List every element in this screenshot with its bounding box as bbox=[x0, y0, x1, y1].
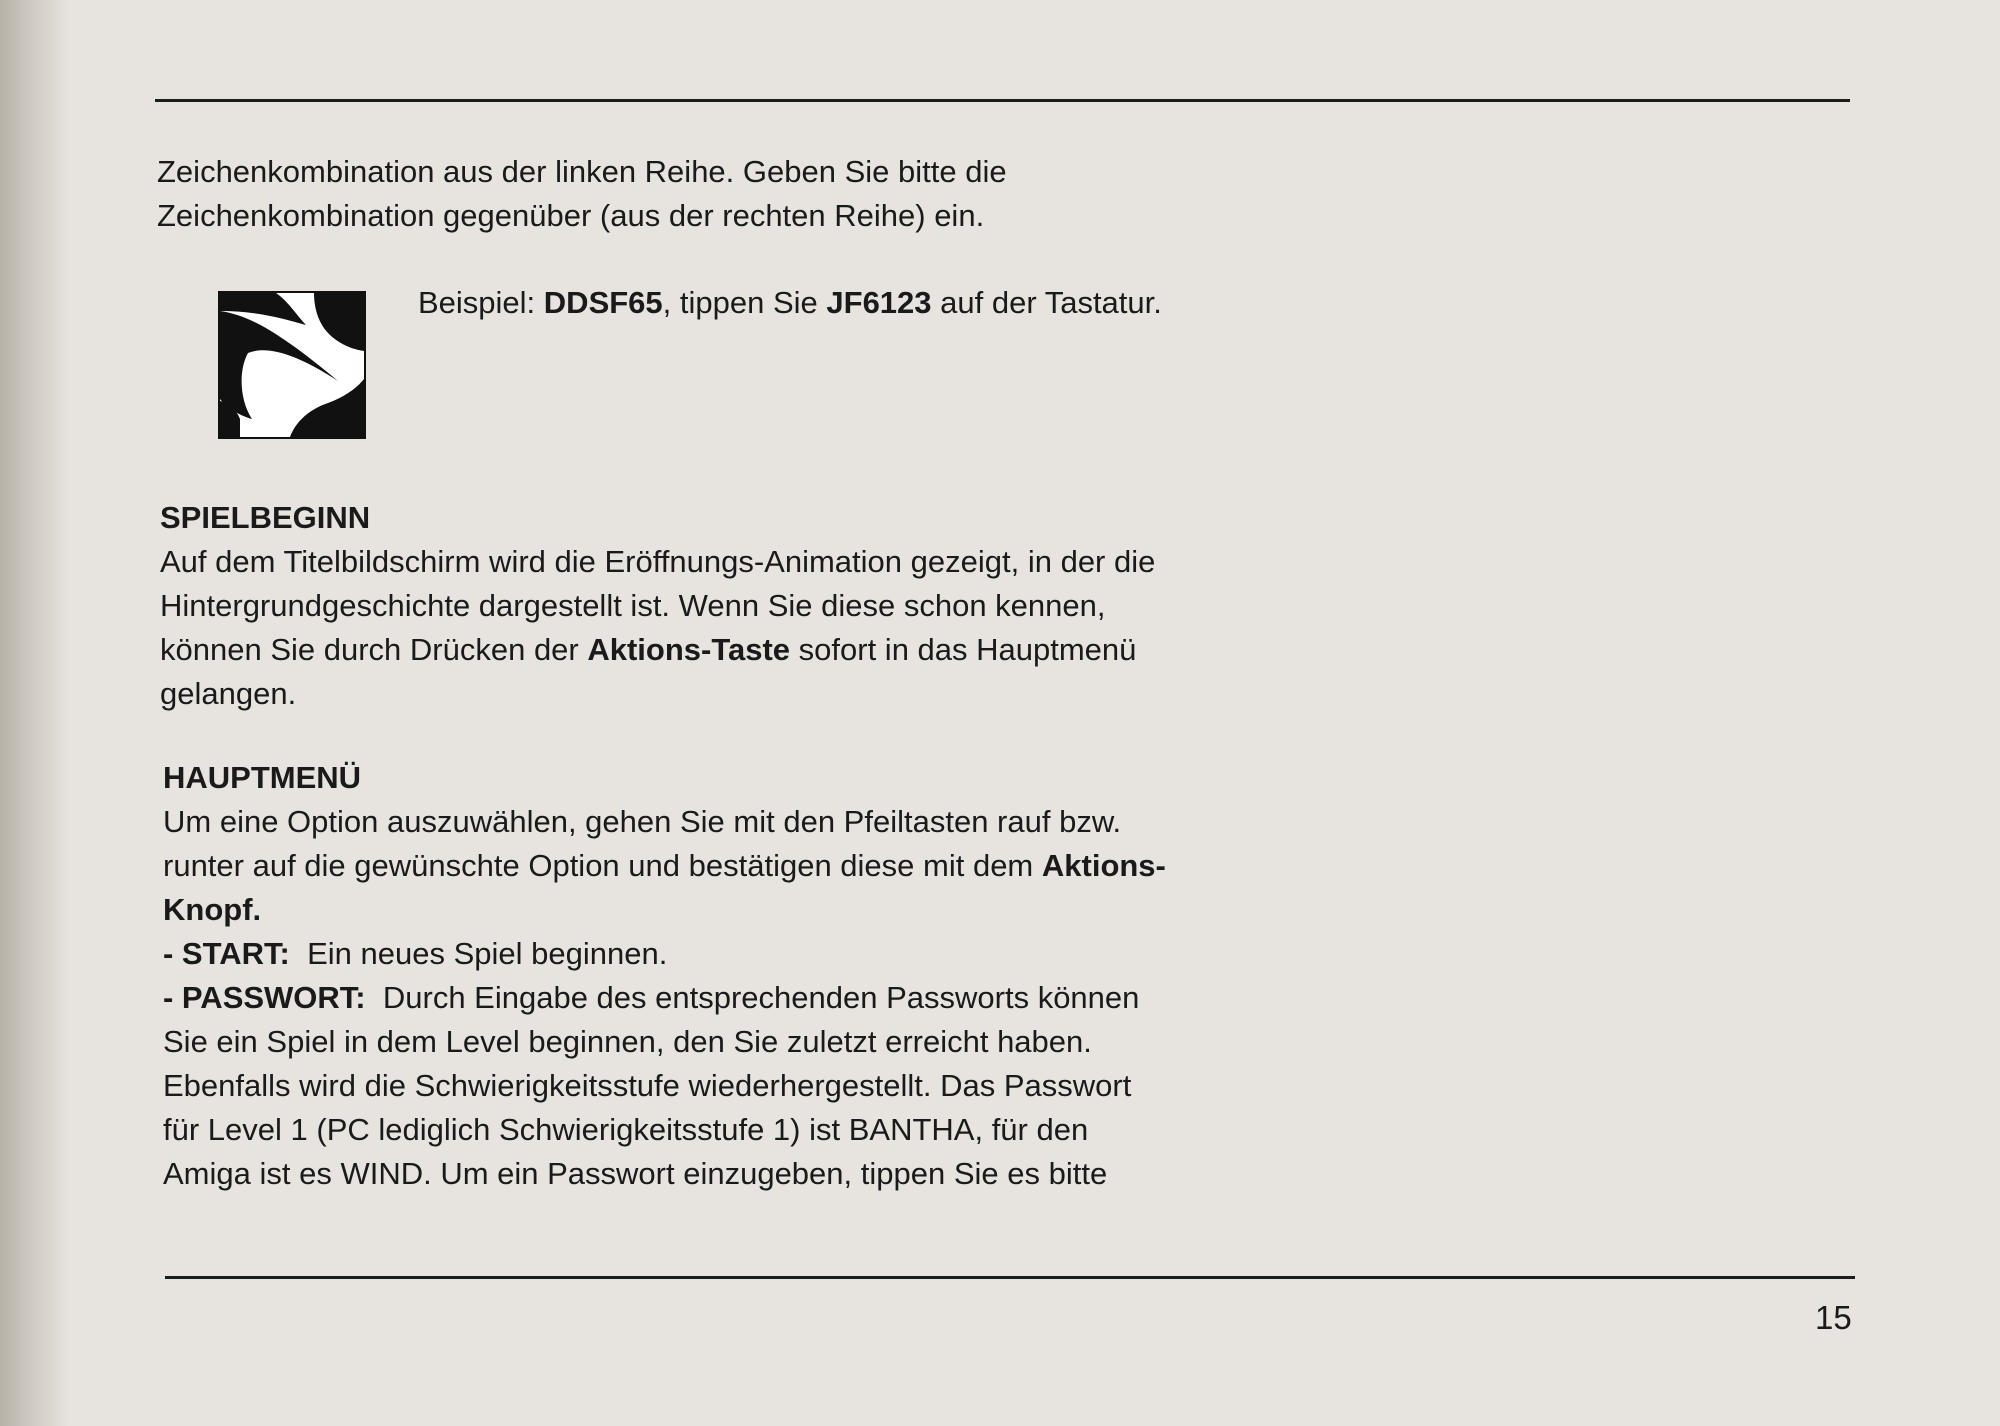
example-suffix: auf der Tastatur. bbox=[931, 285, 1162, 320]
section-hauptmenu bbox=[163, 756, 1166, 1196]
hauptmenu-line-2 bbox=[163, 844, 1166, 888]
example-line bbox=[418, 281, 1162, 325]
spielbeginn-line-4: gelangen. bbox=[160, 676, 297, 711]
example-prefix: Beispiel: bbox=[418, 285, 544, 320]
intro-line-1: Zeichenkombination aus der linken Reihe. Geben Sie bitte die bbox=[157, 154, 1007, 189]
start-description: Ein neues Spiel beginnen. bbox=[289, 936, 668, 971]
spielbeginn-line-2: Hintergrundgeschichte dargestellt ist. Wenn Sie diese schon kennen, bbox=[160, 588, 1106, 623]
start-label: - START: bbox=[163, 936, 290, 971]
aktions-taste-term: Aktions-Taste bbox=[587, 632, 791, 667]
intro-paragraph bbox=[157, 150, 1007, 238]
spielbeginn-line-3-pre: können Sie durch Drücken der bbox=[160, 632, 588, 667]
hauptmenu-line-6: Sie ein Spiel in dem Level beginnen, den Sie zuletzt erreicht haben. bbox=[163, 1024, 1092, 1059]
page-number: 15 bbox=[1815, 1299, 1852, 1336]
heading-spielbeginn: SPIELBEGINN bbox=[160, 500, 371, 535]
hauptmenu-line-1: Um eine Option auszuwählen, gehen Sie mit den Pfeiltasten rauf bzw. bbox=[163, 804, 1122, 839]
example-code-2: JF6123 bbox=[826, 285, 932, 320]
intro-line-2: Zeichenkombination gegenüber (aus der rechten Reihe) ein. bbox=[157, 198, 985, 233]
aktions-knopf-term-1: Aktions- bbox=[1041, 848, 1166, 883]
top-rule bbox=[155, 99, 1850, 102]
example-middle: , tippen Sie bbox=[662, 285, 827, 320]
hauptmenu-line-8: für Level 1 (PC lediglich Schwierigkeitsstufe 1) ist BANTHA, für den bbox=[163, 1112, 1089, 1147]
spielbeginn-line-3 bbox=[160, 628, 1155, 672]
aktions-knopf-term-2: Knopf. bbox=[163, 892, 262, 927]
hauptmenu-line-2-pre: runter auf die gewünschte Option und bestätigen diese mit dem bbox=[163, 848, 1042, 883]
heading-hauptmenu: HAUPTMENÜ bbox=[163, 760, 362, 795]
example-code-1: DDSF65 bbox=[543, 285, 663, 320]
start-option bbox=[163, 932, 1166, 976]
spielbeginn-line-1: Auf dem Titelbildschirm wird die Eröffnungs-Animation gezeigt, in der die bbox=[160, 544, 1156, 579]
page-binding-shadow bbox=[0, 0, 70, 1426]
passwort-label: - PASSWORT: bbox=[163, 980, 366, 1015]
abstract-black-white-icon bbox=[218, 291, 366, 439]
spielbeginn-line-3-post: sofort in das Hauptmenü bbox=[790, 632, 1137, 667]
hauptmenu-line-9: Amiga ist es WIND. Um ein Passwort einzugeben, tippen Sie es bitte bbox=[163, 1156, 1108, 1191]
section-spielbeginn bbox=[160, 496, 1155, 716]
passwort-option bbox=[163, 976, 1166, 1020]
hauptmenu-line-7: Ebenfalls wird die Schwierigkeitsstufe wiederhergestellt. Das Passwort bbox=[163, 1068, 1132, 1103]
bottom-rule bbox=[165, 1276, 1855, 1279]
passwort-description: Durch Eingabe des entsprechenden Passworts können bbox=[365, 980, 1140, 1015]
